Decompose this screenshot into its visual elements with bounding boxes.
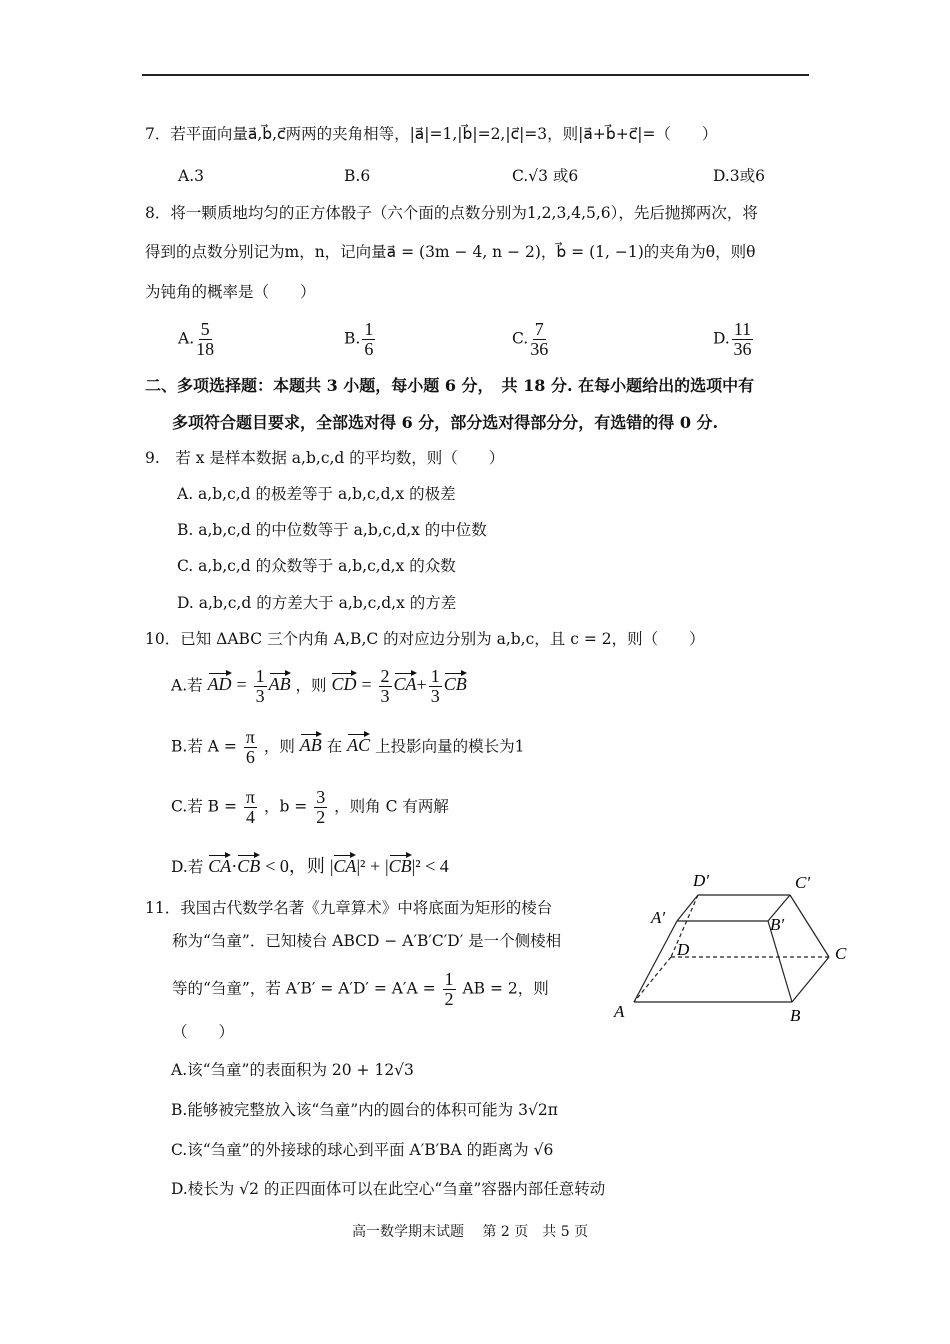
page-footer: 高一数学期末试题 第 2 页 共 5 页: [352, 1224, 589, 1240]
text: |² +: [356, 856, 381, 876]
label-b: B: [790, 1006, 801, 1025]
vector: CA: [333, 853, 356, 875]
text: |: [385, 856, 389, 876]
q11-option-d: D.棱长为 √2 的正四面体可以在此空心“刍童”容器内部任意转动: [171, 1180, 606, 1198]
numerator: 1: [255, 666, 265, 686]
q11-option-a: A.该“刍童”的表面积为 20 + 12√3: [171, 1061, 414, 1079]
vector: AB: [269, 671, 291, 693]
q7-option-b: B.6: [344, 167, 371, 185]
q8-option-a: [178, 320, 216, 359]
q8-option-d: [713, 320, 755, 359]
edge: [792, 957, 829, 1002]
fraction: [244, 788, 257, 827]
hidden-edge: [634, 957, 671, 1002]
vector: CB: [237, 853, 260, 875]
fraction: [196, 320, 214, 359]
q8-option-c: [512, 320, 550, 359]
fraction: [530, 320, 548, 359]
text: D.若: [171, 858, 204, 876]
fraction: [732, 320, 753, 359]
text: ，则角 C 有两解: [334, 797, 449, 816]
fraction: [254, 667, 267, 706]
text: |: [329, 856, 334, 876]
vector: AC: [347, 732, 370, 754]
numerator: 5: [200, 319, 210, 339]
edge: [634, 921, 677, 1002]
denominator: 3: [380, 685, 390, 706]
label-a: A: [614, 1002, 625, 1021]
text: ，b =: [263, 797, 308, 816]
vector: CB: [389, 853, 412, 875]
q11-line1: 11．我国古代数学名著《九章算术》中将底面为矩形的棱台: [145, 899, 553, 917]
denominator: 2: [316, 806, 326, 827]
option-label: A.: [178, 329, 195, 348]
vector: CB: [444, 671, 467, 693]
text: A.若: [171, 676, 203, 695]
vector: AD: [208, 671, 232, 693]
vector: AB: [300, 732, 322, 754]
q9-option-a: A. a,b,c,d 的极差等于 a,b,c,d,x 的极差: [177, 485, 456, 503]
numerator: 11: [733, 319, 752, 339]
text: < 0，则: [265, 856, 325, 876]
q8-line1: 8．将一颗质地均匀的正方体骰子（六个面的点数分别为1,2,3,4,5,6），先后抛掷两次，将: [145, 204, 758, 222]
q11-option-b: B.能够被完整放入该“刍童”内的圆台的体积可能为 3√2π: [171, 1101, 558, 1119]
label-d-prime: D′: [693, 871, 709, 890]
denominator: 3: [430, 685, 440, 706]
option-label: B.: [344, 329, 361, 348]
q7-option-a: A.3: [178, 167, 204, 185]
q10-option-d: [171, 853, 449, 876]
fraction: [314, 788, 327, 827]
numerator: 1: [430, 666, 440, 686]
q8-option-b: [344, 320, 377, 359]
q7-option-c: C.√3 或6: [512, 167, 579, 185]
fraction: [429, 667, 442, 706]
q7-stem: 7．若平面向量a⃗,b⃗,c⃗两两的夹角相等，|a⃗|=1,|b⃗|=2,|c⃗|=3，则|a⃗+b⃗+c⃗|=（ ）: [145, 125, 718, 143]
denominator: 18: [196, 338, 215, 359]
q8-line2: 得到的点数分别记为m，n，记向量a⃗ = (3m − 4, n − 2)，b⃗ = (1, −1)的夹角为θ，则θ: [145, 243, 756, 261]
text: C.若 B =: [171, 797, 237, 816]
fraction: [362, 320, 375, 359]
text: 等的“刍童”，若 A′B′ = A′D′ = A′A =: [172, 979, 436, 998]
denominator: 2: [444, 988, 454, 1009]
option-label: C.: [512, 329, 529, 348]
label-d: D: [677, 940, 690, 959]
text: B.若 A =: [171, 737, 237, 756]
fraction: [379, 667, 392, 706]
header-rule: [142, 74, 809, 76]
q9-stem: 9. 若 x 是样本数据 a,b,c,d 的平均数，则（ ）: [145, 449, 505, 467]
text: +: [416, 674, 427, 695]
q10-option-c: [171, 788, 449, 827]
edge: [677, 895, 698, 921]
vector: CA: [394, 671, 417, 693]
text: =: [236, 674, 247, 695]
label-a-prime: A′: [651, 908, 666, 927]
q11-answer-paren: （ ）: [172, 1023, 235, 1041]
text: AB = 2，则: [462, 979, 549, 998]
q11-line2: 称为“刍童”．已知棱台 ABCD − A′B′C′D′ 是一个侧棱相: [172, 932, 562, 950]
text: ，则: [295, 676, 327, 695]
q7-option-d: D.3或6: [713, 167, 766, 185]
q10-option-b: [171, 728, 525, 767]
numerator: 2: [380, 666, 390, 686]
denominator: 6: [245, 746, 255, 767]
label-c-prime: C′: [795, 873, 811, 892]
denominator: 6: [364, 338, 374, 359]
q9-option-b: B. a,b,c,d 的中位数等于 a,b,c,d,x 的中位数: [177, 521, 487, 539]
text: 在: [326, 737, 343, 756]
numerator: π: [245, 787, 255, 807]
label-b-prime: B′: [770, 915, 785, 934]
numerator: 1: [364, 319, 374, 339]
denominator: 4: [245, 806, 255, 827]
denominator: 36: [530, 338, 549, 359]
numerator: 3: [316, 787, 326, 807]
numerator: π: [245, 727, 255, 747]
edge: [790, 895, 829, 957]
q9-option-c: C. a,b,c,d 的众数等于 a,b,c,d,x 的众数: [177, 557, 456, 575]
fraction: [443, 970, 456, 1009]
fraction: [244, 728, 257, 767]
text: 上投影向量的模长为1: [375, 737, 525, 756]
section2-heading-line1: 二、多项选择题：本题共 3 小题，每小题 6 分， 共 18 分. 在每小题给出的选项中有: [145, 376, 755, 395]
q11-line3: [172, 970, 549, 1009]
text: =: [361, 674, 372, 695]
denominator: 3: [255, 685, 265, 706]
q10-option-a: [171, 667, 467, 706]
denominator: 36: [733, 338, 752, 359]
text: |² < 4: [411, 856, 449, 876]
vector: CA: [208, 853, 231, 875]
q9-option-d: D. a,b,c,d 的方差大于 a,b,c,d,x 的方差: [177, 594, 457, 612]
q10-stem: 10．已知 ΔABC 三个内角 A,B,C 的对应边分别为 a,b,c，且 c = 2，则（ ）: [145, 630, 705, 648]
text: ，则: [263, 737, 295, 756]
vector: CD: [331, 671, 356, 693]
q8-line3: 为钝角的概率是（ ）: [145, 283, 316, 301]
numerator: 1: [444, 969, 454, 989]
text: ·: [231, 856, 238, 876]
frustum-figure: [600, 860, 860, 1030]
q11-option-c: C.该“刍童”的外接球的球心到平面 A′B′BA 的距离为 √6: [171, 1141, 554, 1159]
numerator: 7: [534, 319, 544, 339]
option-label: D.: [713, 329, 730, 348]
section2-heading-line2: 多项符合题目要求，全部选对得 6 分，部分选对得部分分，有选错的得 0 分.: [172, 413, 719, 432]
label-c: C: [835, 944, 847, 963]
